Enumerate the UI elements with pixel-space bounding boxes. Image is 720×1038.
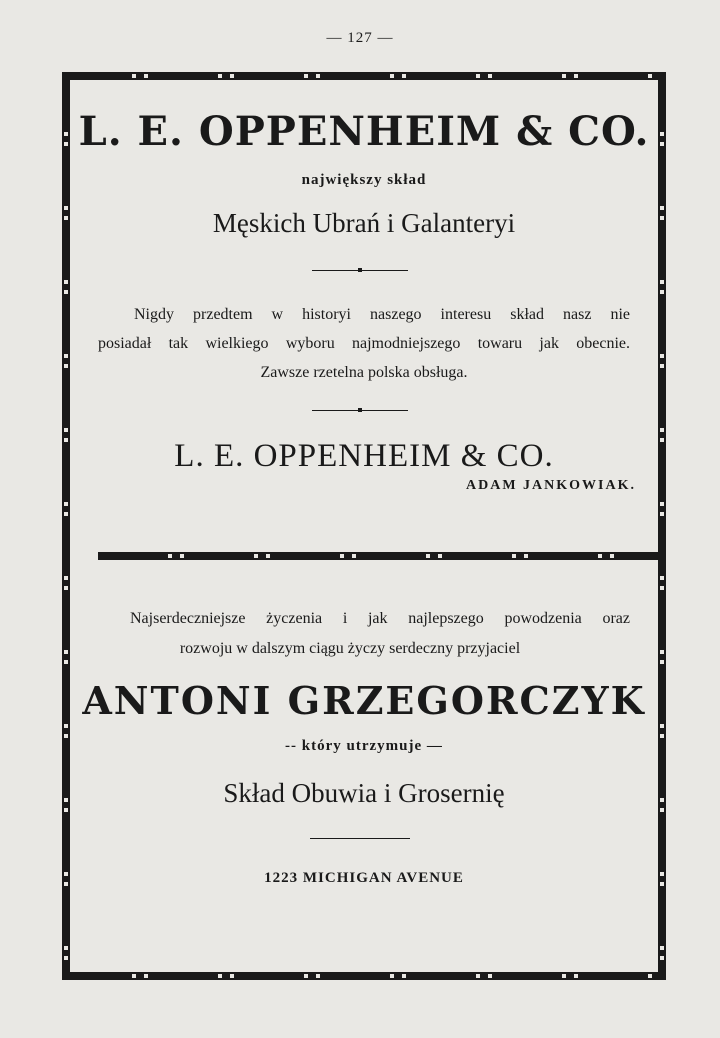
oppenheim-goods: Męskich Ubrań i Galanteryi <box>212 208 516 238</box>
grzegorczyk-tagline: -- który utrzymuje — <box>285 738 443 754</box>
grzegorczyk-greeting <box>130 604 630 664</box>
grzegorczyk-name: ANTONI GRZEGORCZYK <box>82 678 646 723</box>
oppenheim-tagline: największy skład <box>301 172 427 188</box>
oppenheim-body-line: Zawsze rzetelna polska obsługa. <box>260 364 468 381</box>
border-bottom <box>62 972 666 980</box>
oppenheim-body-line: Nigdy przedtem w historyi naszego interesu skład nasz nie <box>134 306 630 323</box>
page-number: — 127 — <box>326 30 394 46</box>
border-top <box>62 72 666 80</box>
oppenheim-body <box>98 300 630 387</box>
oppenheim-body-line: posiadał tak wielkiego wyboru najmodniejszego towaru jak obecnie. <box>98 335 630 352</box>
ornament-rule <box>312 270 408 271</box>
section-divider <box>98 552 658 560</box>
ornament-rule <box>312 410 408 411</box>
plain-rule <box>310 838 410 839</box>
grzegorczyk-address: 1223 MICHIGAN AVENUE <box>264 870 464 886</box>
oppenheim-signature: ADAM JANKOWIAK. <box>466 478 636 493</box>
oppenheim-title-repeat: L. E. OPPENHEIM & CO. <box>174 438 554 474</box>
greeting-line: rozwoju w dalszym ciągu życzy serdeczny przyjaciel <box>179 640 521 657</box>
grzegorczyk-goods: Skład Obuwia i Grosernię <box>223 778 505 808</box>
greeting-line: Najserdeczniejsze życzenia i jak najlepszego powodzenia oraz <box>130 610 630 627</box>
oppenheim-title: L. E. OPPENHEIM & CO. <box>78 108 650 155</box>
